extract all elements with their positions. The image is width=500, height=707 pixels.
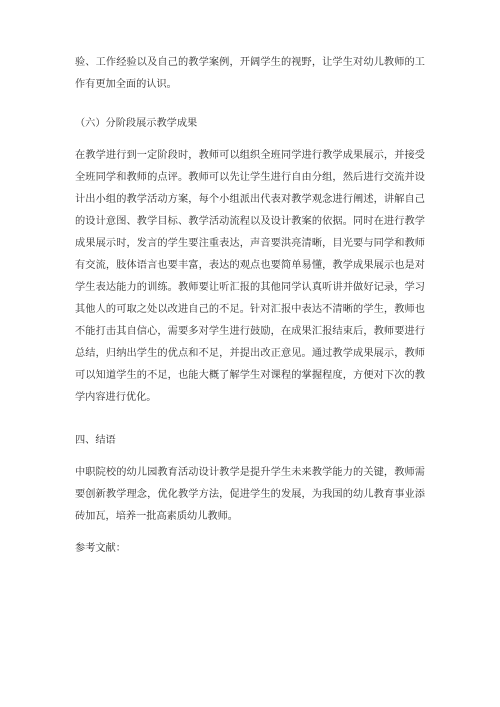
paragraph-line: 要创新教学理念，优化教学方法，促进学生的发展，为我国的幼儿教育事业添 <box>75 489 425 500</box>
references-heading: 参考文献： <box>75 543 126 554</box>
section6-heading: （六）分阶段展示教学成果 <box>75 118 198 129</box>
intro-paragraph <box>75 52 425 96</box>
paragraph-line: 有交流，肢体语言也要丰富，表达的观点也要简单易懂，教学成果展示也是对 <box>75 260 425 271</box>
intro-line: 作有更加全面的认识。 <box>75 79 177 90</box>
conclusion-heading: 四、结语 <box>75 435 116 446</box>
paragraph-line: 在教学进行到一定阶段时，教师可以组织全班同学进行教学成果展示，并接受 <box>75 150 425 161</box>
paragraph-line: 砖加瓦，培养一批高素质幼儿教师。 <box>75 511 238 522</box>
paragraph-line: 不能打击其自信心，需要多对学生进行鼓励，在成果汇报结束后，教师要进行 <box>75 326 425 337</box>
references-section <box>75 538 425 560</box>
paragraph-line: 总结，归纳出学生的优点和不足，并提出改正意见。通过教学成果展示，教师 <box>75 348 425 359</box>
paragraph-line: 其他人的可取之处以改进自己的不足。针对汇报中表达不清晰的学生，教师也 <box>75 304 425 315</box>
section-heading <box>75 430 425 452</box>
conclusion-paragraph <box>75 462 425 528</box>
paragraph-line: 全班同学和教师的点评。教师可以先让学生进行自由分组，然后进行交流并设 <box>75 172 425 183</box>
paragraph-line: 计出小组的教学活动方案，每个小组派出代表对教学观念进行阐述，讲解自己 <box>75 194 425 205</box>
section-heading <box>75 113 425 135</box>
paragraph-line: 中职院校的幼儿园教育活动设计教学是提升学生未来教学能力的关键，教师需 <box>75 467 425 478</box>
section6-paragraph <box>75 145 425 409</box>
paragraph-line: 学生表达能力的训练。教师要让听汇报的其他同学认真听讲并做好记录，学习 <box>75 282 425 293</box>
paragraph-line: 的设计意图、教学目标、教学活动流程以及设计教案的依据。同时在进行教学 <box>75 216 425 227</box>
paragraph-line: 学内容进行优化。 <box>75 392 157 403</box>
paragraph-line: 成果展示时，发言的学生要注重表达，声音要洪亮清晰，目光要与同学和教师 <box>75 238 425 249</box>
paragraph-line: 可以知道学生的不足，也能大概了解学生对课程的掌握程度，方便对下次的教 <box>75 370 425 381</box>
intro-line: 验、工作经验以及自己的教学案例，开阔学生的视野，让学生对幼儿教师的工 <box>75 57 425 68</box>
